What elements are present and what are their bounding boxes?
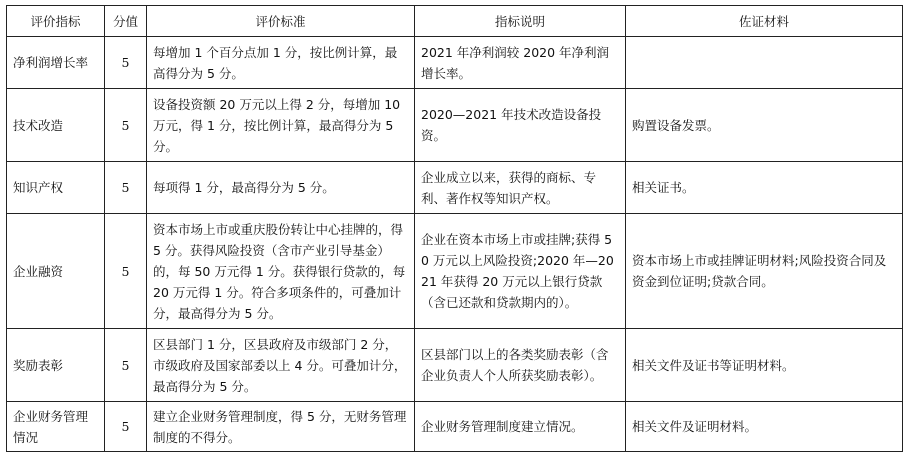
- header-indicator: 评价指标: [7, 6, 105, 37]
- cell-evidence: 相关文件及证明材料。: [626, 402, 903, 452]
- cell-standard: 每增加 1 个百分点加 1 分，按比例计算，最高得分为 5 分。: [147, 37, 415, 89]
- cell-evidence: 资本市场上市或挂牌证明材料;风险投资合同及资金到位证明;贷款合同。: [626, 214, 903, 329]
- cell-description: 企业财务管理制度建立情况。: [415, 402, 626, 452]
- cell-evidence: 购置设备发票。: [626, 89, 903, 162]
- cell-score: 5: [105, 89, 147, 162]
- cell-description: 2021 年净利润较 2020 年净利润增长率。: [415, 37, 626, 89]
- cell-score: 5: [105, 37, 147, 89]
- table-row: [7, 162, 903, 214]
- cell-indicator: 企业财务管理情况: [7, 402, 105, 452]
- header-standard: 评价标准: [147, 6, 415, 37]
- cell-standard: 区县部门 1 分，区县政府及市级部门 2 分，市级政府及国家部委以上 4 分。可叠加计分，最高得分为 5 分。: [147, 329, 415, 402]
- cell-indicator: 奖励表彰: [7, 329, 105, 402]
- evaluation-table: [6, 5, 903, 452]
- cell-description: 区县部门以上的各类奖励表彰（含企业负责人个人所获奖励表彰）。: [415, 329, 626, 402]
- cell-indicator: 企业融资: [7, 214, 105, 329]
- header-score: 分值: [105, 6, 147, 37]
- cell-description: 企业成立以来，获得的商标、专利、著作权等知识产权。: [415, 162, 626, 214]
- cell-score: 5: [105, 402, 147, 452]
- table-row: [7, 89, 903, 162]
- cell-standard: 资本市场上市或重庆股份转让中心挂牌的，得 5 分。获得风险投资（含市产业引导基金）的，每 50 万元得 1 分。获得银行贷款的，每 20 万元得 1 分。符合多项条件的，可叠加计分，最高得分为 5 分。: [147, 214, 415, 329]
- cell-standard: 建立企业财务管理制度，得 5 分，无财务管理制度的不得分。: [147, 402, 415, 452]
- cell-description: 企业在资本市场上市或挂牌;获得 50 万元以上风险投资;2020 年—2021 年获得 20 万元以上银行贷款（含已还款和贷款期内的）。: [415, 214, 626, 329]
- cell-evidence: 相关证书。: [626, 162, 903, 214]
- cell-evidence: [626, 37, 903, 89]
- table-row: [7, 37, 903, 89]
- cell-indicator: 技术改造: [7, 89, 105, 162]
- cell-score: 5: [105, 329, 147, 402]
- header-description: 指标说明: [415, 6, 626, 37]
- cell-standard: 设备投资额 20 万元以上得 2 分，每增加 10 万元，得 1 分，按比例计算，最高得分为 5 分。: [147, 89, 415, 162]
- cell-standard: 每项得 1 分，最高得分为 5 分。: [147, 162, 415, 214]
- cell-evidence: 相关文件及证书等证明材料。: [626, 329, 903, 402]
- table-row: [7, 329, 903, 402]
- cell-indicator: 知识产权: [7, 162, 105, 214]
- table-row: [7, 214, 903, 329]
- cell-indicator: 净利润增长率: [7, 37, 105, 89]
- table-header-row: [7, 6, 903, 37]
- header-evidence: 佐证材料: [626, 6, 903, 37]
- table-row: [7, 402, 903, 452]
- cell-score: 5: [105, 214, 147, 329]
- cell-description: 2020—2021 年技术改造设备投资。: [415, 89, 626, 162]
- cell-score: 5: [105, 162, 147, 214]
